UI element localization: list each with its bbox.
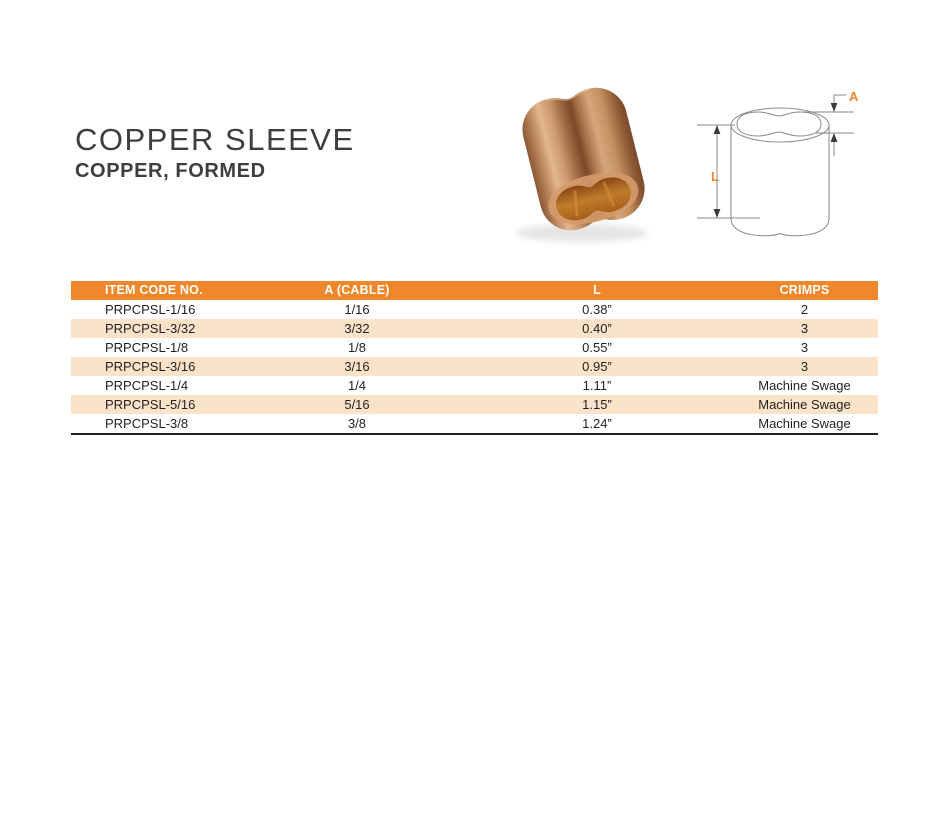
table-cell: PRPCPSL-1/4 xyxy=(71,376,251,395)
page-title: COPPER SLEEVE xyxy=(75,122,355,157)
table-cell: 2 xyxy=(731,300,878,319)
table-cell: 1/16 xyxy=(251,300,463,319)
table-cell: Machine Swage xyxy=(731,395,878,414)
table-cell: PRPCPSL-3/16 xyxy=(71,357,251,376)
product-photo xyxy=(498,83,678,251)
dimension-diagram-svg xyxy=(690,85,905,245)
sleeve-outline xyxy=(731,108,829,236)
arrow-down-icon xyxy=(831,103,838,112)
table-body xyxy=(71,300,878,434)
header-item-code: ITEM CODE NO. xyxy=(71,281,251,300)
title-block xyxy=(75,124,355,183)
table-row xyxy=(71,319,878,338)
copper-sleeve-body-group xyxy=(516,83,651,237)
table-cell: 0.55” xyxy=(463,338,731,357)
header-crimps: CRIMPS xyxy=(731,281,878,300)
header-a-cable: A (CABLE) xyxy=(251,281,463,300)
table-cell: 1/8 xyxy=(251,338,463,357)
copper-sleeve-photo-svg xyxy=(498,83,678,251)
table-row xyxy=(71,376,878,395)
table-cell: 5/16 xyxy=(251,395,463,414)
table-cell: 3 xyxy=(731,357,878,376)
table-cell: 1.24” xyxy=(463,414,731,434)
table-row xyxy=(71,395,878,414)
table-row xyxy=(71,357,878,376)
page-subtitle: COPPER, FORMED xyxy=(75,159,266,182)
table-row xyxy=(71,414,878,434)
table-cell: PRPCPSL-1/8 xyxy=(71,338,251,357)
table-cell: Machine Swage xyxy=(731,414,878,434)
table-cell: 3/32 xyxy=(251,319,463,338)
arrow-down-icon xyxy=(714,209,721,218)
table-row xyxy=(71,338,878,357)
table-cell: 0.95” xyxy=(463,357,731,376)
length-dimension-label: L xyxy=(711,169,719,184)
cable-dimension-label: A xyxy=(849,89,859,104)
table-cell: 1.11” xyxy=(463,376,731,395)
table-cell: 3 xyxy=(731,338,878,357)
table-cell: 1.15” xyxy=(463,395,731,414)
table-cell: PRPCPSL-1/16 xyxy=(71,300,251,319)
table-cell: PRPCPSL-3/32 xyxy=(71,319,251,338)
table-cell: 3/16 xyxy=(251,357,463,376)
table-cell: PRPCPSL-5/16 xyxy=(71,395,251,414)
table-cell: 3/8 xyxy=(251,414,463,434)
table-cell: Machine Swage xyxy=(731,376,878,395)
arrow-up-icon xyxy=(714,125,721,134)
dimension-diagram xyxy=(690,85,905,245)
spec-table xyxy=(71,281,878,435)
table-cell: 1/4 xyxy=(251,376,463,395)
table-cell: 0.40” xyxy=(463,319,731,338)
header-l: L xyxy=(463,281,731,300)
table-cell: 3 xyxy=(731,319,878,338)
table-cell: PRPCPSL-3/8 xyxy=(71,414,251,434)
arrow-up-icon xyxy=(831,133,838,142)
table-header-row xyxy=(71,281,878,300)
table-row xyxy=(71,300,878,319)
table-cell: 0.38” xyxy=(463,300,731,319)
